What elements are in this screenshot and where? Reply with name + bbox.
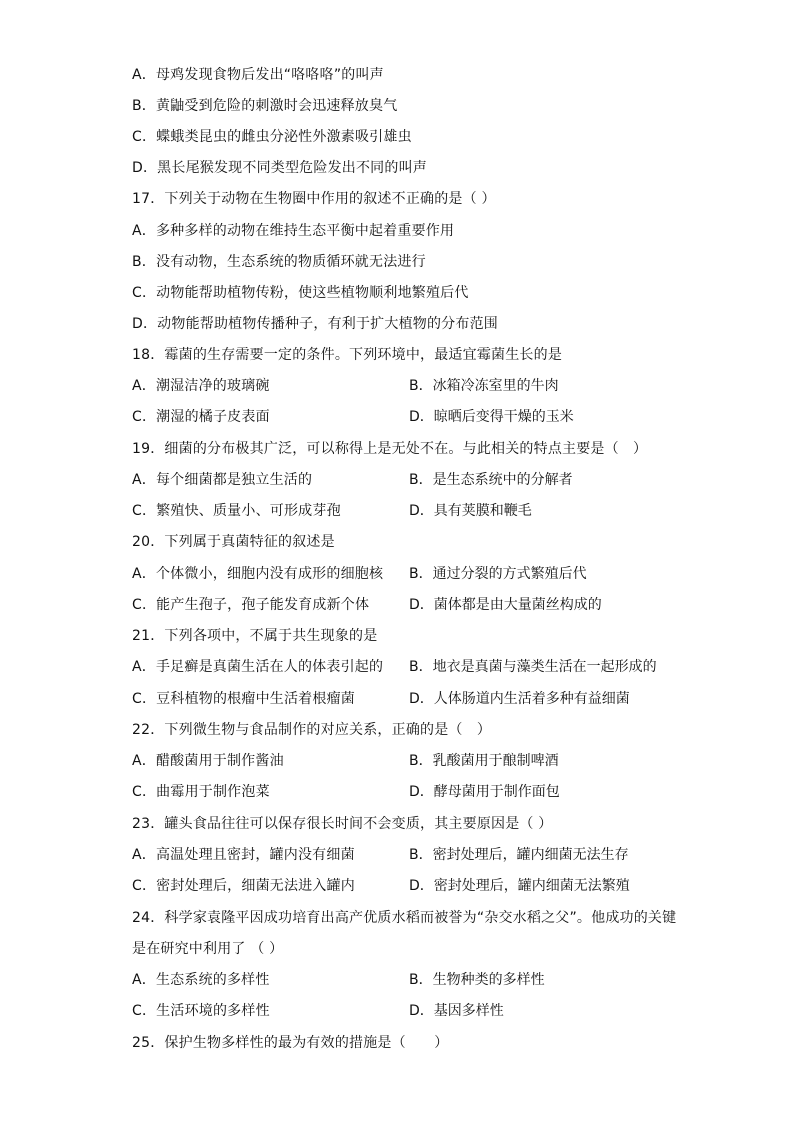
text-line: C．豆科植物的根瘤中生活着根瘤菌 [132, 691, 355, 707]
text-line: 18．霉菌的生存需要一定的条件。下列环境中，最适宜霉菌生长的是 [132, 347, 563, 363]
option-right: B．冰箱冷冻室里的牛肉 [409, 378, 559, 394]
option-right: D．具有荚膜和鞭毛 [409, 503, 532, 519]
text-line: A．醋酸菌用于制作酱油 [132, 753, 284, 769]
text-line: 24．科学家袁隆平因成功培育出高产优质水稻而被誉为“杂交水稻之父”。他成功的关键 [132, 910, 677, 926]
option-right: B．密封处理后，罐内细菌无法生存 [409, 847, 629, 863]
text-line: C．潮湿的橘子皮表面 [132, 409, 270, 425]
option-right: B．通过分裂的方式繁殖后代 [409, 566, 587, 582]
text-line: B．没有动物，生态系统的物质循环就无法进行 [132, 254, 426, 270]
option-right: B．地衣是真菌与藻类生活在一起形成的 [409, 659, 657, 675]
text-line: 是在研究中利用了 （ ） [132, 941, 284, 957]
text-line: D．黑长尾猴发现不同类型危险发出不同的叫声 [132, 160, 427, 176]
text-line: A．母鸡发现食物后发出“咯咯咯”的叫声 [132, 67, 384, 83]
text-line: 17．下列关于动物在生物圈中作用的叙述不正确的是（ ） [132, 191, 496, 207]
text-line: C．曲霉用于制作泡菜 [132, 784, 270, 800]
text-line: C．动物能帮助植物传粉，使这些植物顺利地繁殖后代 [132, 285, 469, 301]
text-line: 20．下列属于真菌特征的叙述是 [132, 534, 335, 550]
text-line: 25．保护生物多样性的最为有效的措施是（ ） [132, 1035, 449, 1051]
option-right: D．基因多样性 [409, 1003, 504, 1019]
text-line: 23．罐头食品往往可以保存很长时间不会变质，其主要原因是（ ） [132, 816, 553, 832]
option-right: D．菌体都是由大量菌丝构成的 [409, 597, 602, 613]
option-right: B．是生态系统中的分解者 [409, 472, 573, 488]
text-line: D．动物能帮助植物传播种子，有利于扩大植物的分布范围 [132, 316, 498, 332]
text-line: A．手足癣是真菌生活在人的体表引起的 [132, 659, 384, 675]
text-line: A．每个细菌都是独立生活的 [132, 472, 313, 488]
option-right: D．晾晒后变得干燥的玉米 [409, 409, 574, 425]
option-right: B．乳酸菌用于酿制啤酒 [409, 753, 559, 769]
text-line: A．生态系统的多样性 [132, 972, 270, 988]
text-line: A．潮湿洁净的玻璃碗 [132, 378, 270, 394]
text-line: C．繁殖快、质量小、可形成芽孢 [132, 503, 341, 519]
text-line: A．个体微小，细胞内没有成形的细胞核 [132, 566, 384, 582]
text-line: C．蝶蛾类昆虫的雌虫分泌性外激素吸引雄虫 [132, 129, 412, 145]
text-line: C．生活环境的多样性 [132, 1003, 270, 1019]
text-line: 21．下列各项中，不属于共生现象的是 [132, 628, 378, 644]
text-line: C．能产生孢子，孢子能发育成新个体 [132, 597, 370, 613]
option-right: D．密封处理后，罐内细菌无法繁殖 [409, 878, 630, 894]
option-right: B．生物种类的多样性 [409, 972, 545, 988]
option-right: D．人体肠道内生活着多种有益细菌 [409, 691, 630, 707]
text-line: B．黄鼬受到危险的刺激时会迅速释放臭气 [132, 98, 398, 114]
text-line: C．密封处理后，细菌无法进入罐内 [132, 878, 355, 894]
text-line: A．高温处理且密封，罐内没有细菌 [132, 847, 355, 863]
text-line: 19．细菌的分布极其广泛，可以称得上是无处不在。与此相关的特点主要是（ ） [132, 441, 648, 457]
text-line: 22．下列微生物与食品制作的对应关系，正确的是（ ） [132, 722, 492, 738]
option-right: D．酵母菌用于制作面包 [409, 784, 560, 800]
text-line: A．多种多样的动物在维持生态平衡中起着重要作用 [132, 223, 455, 239]
